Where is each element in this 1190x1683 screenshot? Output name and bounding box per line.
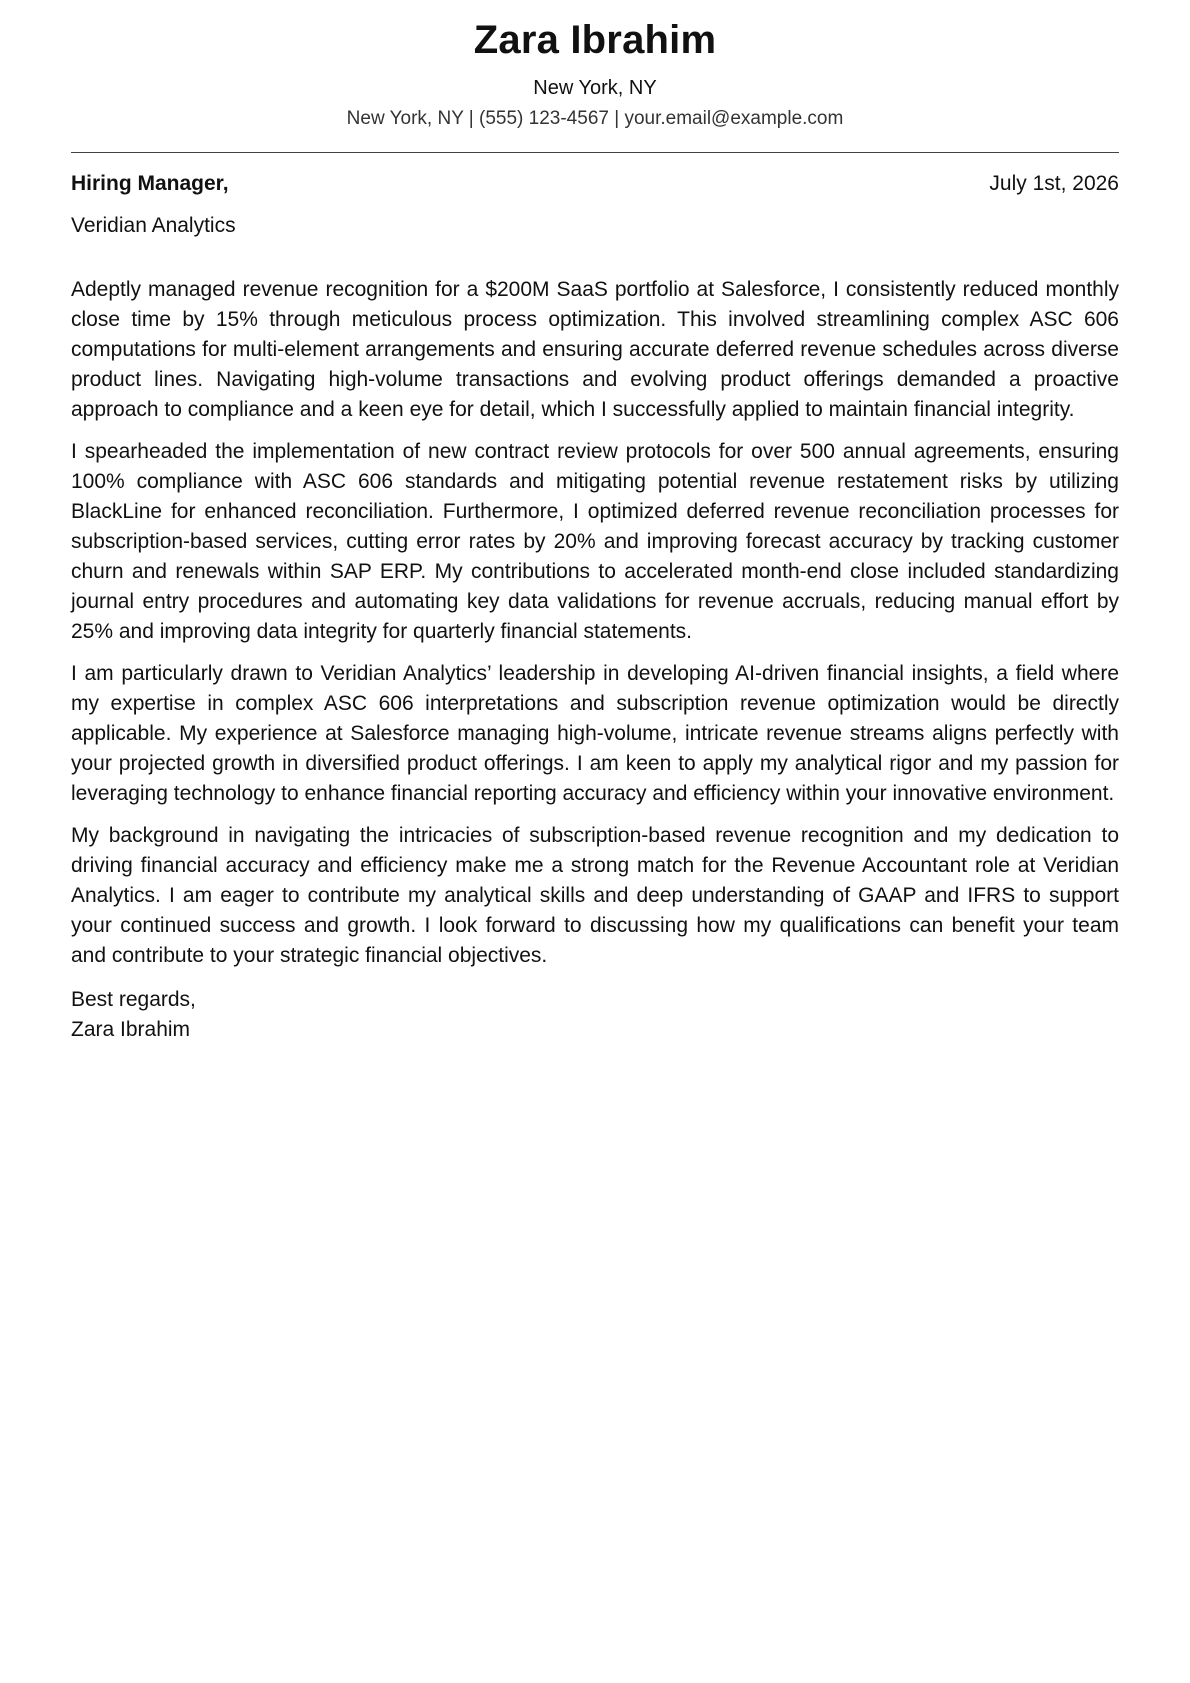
letter-date: July 1st, 2026 <box>989 172 1119 195</box>
body-paragraph-1: Adeptly managed revenue recognition for a $200M SaaS portfolio at Salesforce, I consistently reduced monthly close time by 15% through meticulous process optimization. This involved streamlining complex ASC 606 computations for multi-element arrangements and ensuring accurate deferred revenue schedules across diverse product lines. Navigating high-volume transactions and evolving product offerings demanded a proactive approach to compliance and a keen eye for detail, which I successfully applied to maintain financial integrity. <box>71 278 1119 421</box>
letter-body <box>71 275 1119 971</box>
company-name: Veridian Analytics <box>71 214 236 237</box>
signature-name: Zara Ibrahim <box>71 1018 191 1041</box>
applicant-location: New York, NY <box>533 77 657 99</box>
body-paragraph-2: I spearheaded the implementation of new contract review protocols for over 500 annual agreements, ensuring 100% compliance with ASC 606 standards and mitigating potential revenue restatement risks by utilizing BlackLine for enhanced reconciliation. Furthermore, I optimized deferred revenue reconciliation processes for subscription-based services, cutting error rates by 20% and improving forecast accuracy by tracking customer churn and renewals within SAP ERP. My contributions to accelerated month-end close included standardizing journal entry procedures and automating key data validations for revenue accruals, reducing manual effort by 25% and improving data integrity for quarterly financial statements. <box>71 440 1119 643</box>
contact-line: New York, NY | (555) 123-4567 | your.email@example.com <box>346 108 844 129</box>
applicant-name: Zara Ibrahim <box>473 18 717 62</box>
body-paragraph-3: I am particularly drawn to Veridian Analytics’ leadership in developing AI-driven financial insights, a field where my expertise in complex ASC 606 interpretations and subscription revenue optimization would be directly applicable. My experience at Salesforce managing high-volume, intricate revenue streams aligns perfectly with your projected growth in diversified product offerings. I am keen to apply my analytical rigor and my passion for leveraging technology to enhance financial reporting accuracy and efficiency within your innovative environment. <box>71 662 1119 805</box>
recipient-salutation: Hiring Manager, <box>71 172 229 195</box>
body-paragraph-4: My background in navigating the intricacies of subscription-based revenue recognition and my dedication to driving financial accuracy and efficiency make me a strong match for the Revenue Accountant role at Veridian Analytics. I am eager to contribute my analytical skills and deep understanding of GAAP and IFRS to support your continued success and growth. I look forward to discussing how my qualifications can benefit your team and contribute to your strategic financial objectives. <box>71 824 1119 967</box>
letter-closing <box>71 985 1119 1045</box>
recipient-date-row <box>71 169 1119 199</box>
letter-header <box>71 0 1119 132</box>
closing-phrase: Best regards, <box>71 988 196 1011</box>
header-divider <box>71 152 1119 153</box>
